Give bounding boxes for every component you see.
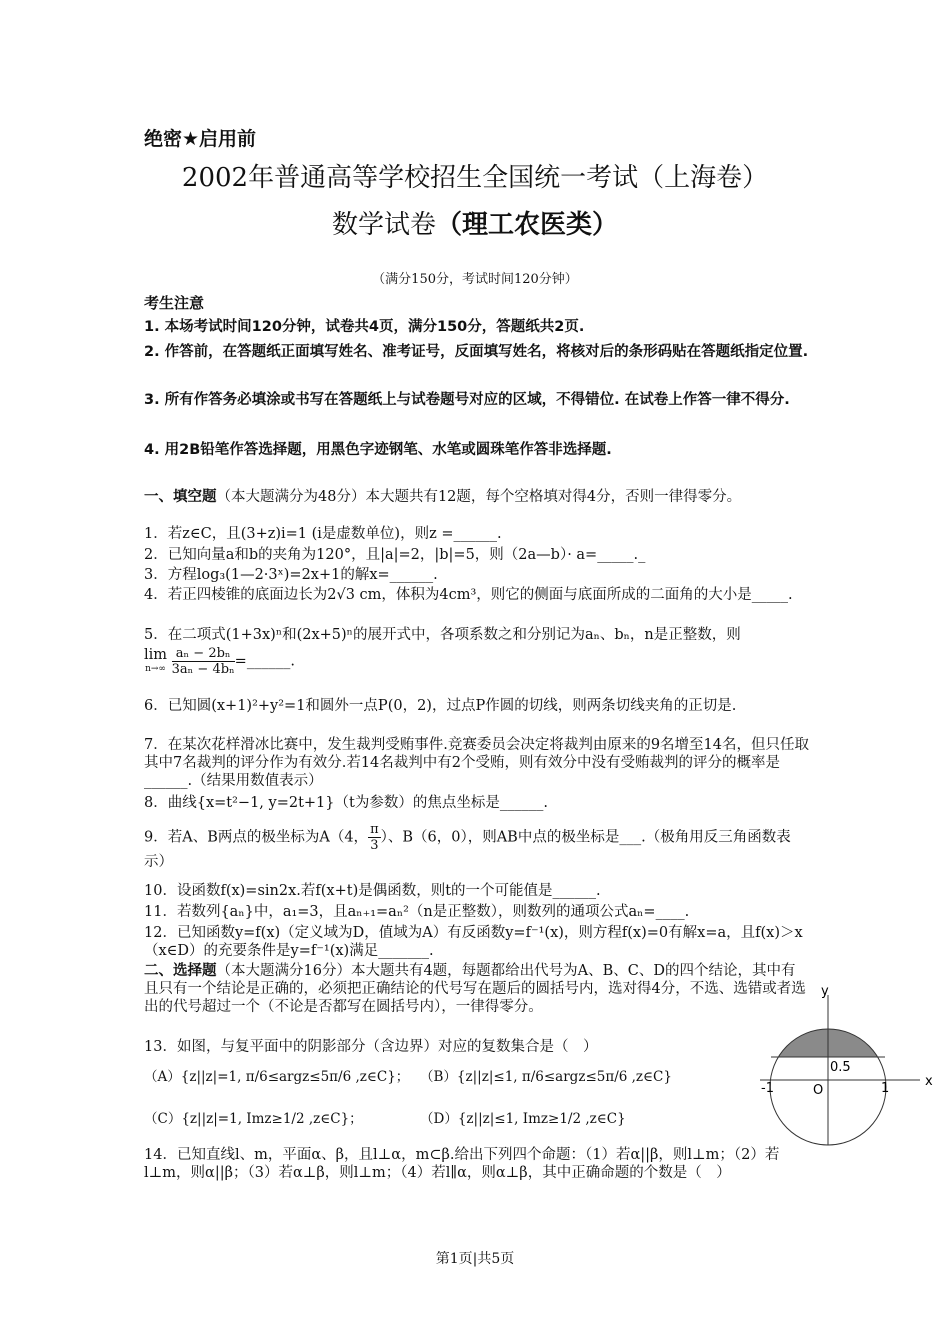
subtitle-part-b: （理工农医类） xyxy=(436,210,619,240)
question-14: 14．已知直线l、m，平面α、β，且l⊥α，m⊂β.给出下列四个命题：（1）若α||β，则l⊥m；（2）若l⊥m，则α||β；（3）若α⊥β，则l⊥m；（4）若l∥α，则α⊥β，其中正确命题的个数是（ ） xyxy=(144,1147,780,1181)
lim-symbol: lim xyxy=(144,646,168,663)
notice-item: 1. 本场考试时间120分钟，试卷共4页，满分150分，答题纸共2页. xyxy=(144,319,585,335)
q5-tail: =______. xyxy=(234,653,295,670)
x-axis-label: x xyxy=(925,1074,933,1089)
section-1-desc: （本大题满分为48分）本大题共有12题，每个空格填对得4分，否则一律得零分。 xyxy=(216,489,742,505)
section-2-header xyxy=(144,962,810,1016)
question-12: 12．已知函数y=f(x)（定义域为D，值域为A）有反函数y=f⁻¹(x)，则方程f(x)=0有解x=a，且f(x)＞x（x∈D）的充要条件是y=f⁻¹(x)满足_______. xyxy=(144,925,803,959)
q9-fraction xyxy=(368,822,381,853)
complex-plane-figure xyxy=(755,980,945,1150)
one-label: 1 xyxy=(881,1081,890,1096)
question-4: 4．若正四棱锥的底面边长为2√3 cm，体积为4cm³，则它的侧面与底面所成的二面角的大小是_____. xyxy=(144,587,793,603)
secret-label: 绝密★启用前 xyxy=(144,128,257,150)
question-6: 6．已知圆(x+1)²+y²=1和圆外一点P(0，2)，过点P作圆的切线，则两条切线夹角的正切是. xyxy=(144,698,737,714)
neg-one-label: -1 xyxy=(761,1081,774,1096)
q5-denominator: 3aₙ − 4bₙ xyxy=(171,662,235,677)
lim-subscript: n→∞ xyxy=(145,663,166,674)
y-axis-label: y xyxy=(821,984,829,999)
section-1-title: 一、填空题 xyxy=(144,489,217,505)
question-9 xyxy=(144,822,810,871)
question-1: 1．若z∈C，且(3+z)i=1 (i是虚数单位)，则z =______. xyxy=(144,526,502,542)
section-2-desc: （本大题满分16分）本大题共有4题，每题都给出代号为A、B、C、D的四个结论，其中有且只有一个结论是正确的，必须把正确结论的代号写在题后的圆括号内，选对得4分，不选、选错或者选出的代号超过一个（不论是否都写在圆括号内），一律得零分。 xyxy=(144,963,806,1015)
notice-item: 2. 作答前，在答题纸正面填写姓名、准考证号，反面填写姓名，将核对后的条形码贴在答题纸指定位置. xyxy=(144,344,809,360)
notice-item: 3. 所有作答务必填涂或书写在答题纸上与试卷题号对应的区域，不得错位. 在试卷上作答一律不得分. xyxy=(144,392,790,408)
section-2-title: 二、选择题 xyxy=(144,963,217,979)
question-5-limit xyxy=(144,646,810,677)
half-label: 0.5 xyxy=(830,1060,851,1075)
question-2: 2．已知向量a和b的夹角为120°，且|a|=2，|b|=5，则（2a—b）· a=_____._ xyxy=(144,547,646,563)
q5-fraction xyxy=(172,646,235,677)
q9-denominator: 3 xyxy=(370,838,379,853)
q13-option-b: （B）{z||z|≤1, π/6≤argz≤5π/6 ,z∈C} xyxy=(420,1069,672,1085)
question-8: 8．曲线{x=t²−1, y=2t+1}（t为参数）的焦点坐标是______. xyxy=(144,795,548,811)
q9-part-b: ）、B（6，0），则AB中点的极坐标是___.（极角用反三角函数表示） xyxy=(144,829,791,870)
q13-option-d: （D）{z||z|≤1, Imz≥1/2 ,z∈C} xyxy=(420,1111,626,1127)
notice-heading: 考生注意 xyxy=(144,294,205,312)
section-1-header xyxy=(144,488,810,506)
origin-label: O xyxy=(813,1083,824,1098)
q9-numerator: π xyxy=(370,822,379,837)
subtitle-part-a: 数学试卷 xyxy=(331,210,436,240)
full-score-note: （满分150分，考试时间120分钟） xyxy=(372,272,578,287)
q13-option-a: （A）{z||z|=1, π/6≤argz≤5π/6 ,z∈C}； xyxy=(144,1069,410,1085)
q9-part-a: 9．若A、B两点的极坐标为A（4， xyxy=(144,829,369,846)
question-13: 13．如图，与复平面中的阴影部分（含边界）对应的复数集合是（ ） xyxy=(144,1039,598,1055)
notice-item: 4. 用2B铅笔作答选择题，用黑色字迹钢笔、水笔或圆珠笔作答非选择题. xyxy=(144,442,612,458)
question-11: 11．若数列{aₙ}中，a₁=3，且aₙ₊₁=aₙ²（n是正整数），则数列的通项公式aₙ=____. xyxy=(144,904,690,920)
exam-title: 2002年普通高等学校招生全国统一考试（上海卷） xyxy=(181,163,769,193)
q5-numerator: aₙ − 2bₙ xyxy=(172,646,235,662)
page-footer: 第1页|共5页 xyxy=(435,1251,515,1267)
question-10: 10．设函数f(x)=sin2x.若f(x+t)是偶函数，则t的一个可能值是______. xyxy=(144,883,601,899)
question-5: 5．在二项式(1+3x)ⁿ和(2x+5)ⁿ的展开式中，各项系数之和分别记为aₙ、bₙ，n是正整数，则 xyxy=(144,627,741,643)
exam-subtitle xyxy=(0,204,950,241)
question-7: 7．在某次花样滑冰比赛中，发生裁判受贿事件.竞赛委员会决定将裁判由原来的9名增至14名，但只任取其中7名裁判的评分作为有效分.若14名裁判中有2个受贿，则有效分中没有受贿裁判的评分的概率是______.（结果用数值表示） xyxy=(144,737,810,789)
question-3: 3．方程log₃(1—2·3ˣ)=2x+1的解x=______. xyxy=(144,567,438,583)
q13-option-c: （C）{z||z|=1, Imz≥1/2 ,z∈C}； xyxy=(144,1111,363,1127)
